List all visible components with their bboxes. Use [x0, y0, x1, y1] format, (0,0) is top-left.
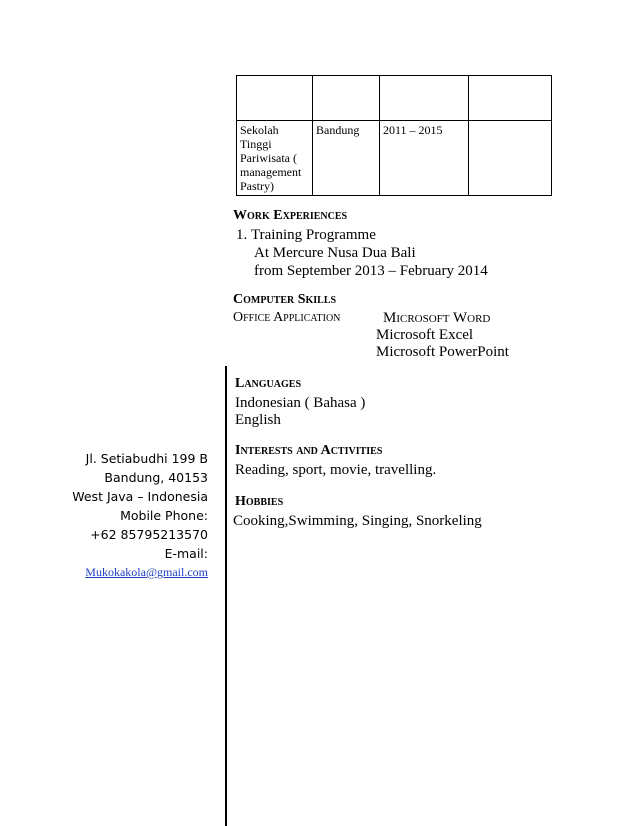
- table-cell: [380, 76, 469, 121]
- table-cell: [469, 121, 552, 196]
- column-divider: [225, 366, 227, 826]
- interests-heading: Interests and Activities: [235, 443, 383, 458]
- table-cell: [237, 76, 313, 121]
- education-table: [236, 75, 552, 196]
- table-row: [237, 76, 552, 121]
- table-cell: [469, 76, 552, 121]
- contact-block: [72, 449, 208, 579]
- address-line-1: Jl. Setiabudhi 199 B: [85, 451, 208, 466]
- phone-label: Mobile Phone:: [120, 508, 208, 523]
- interests-text: Reading, sport, movie, travelling.: [235, 462, 437, 478]
- phone-number: +62 85795213570: [90, 527, 208, 542]
- skill-item: Microsoft PowerPoint: [376, 344, 509, 360]
- skill-item: Microsoft Word: [383, 310, 491, 326]
- hobbies-text: Cooking,Swimming, Singing, Snorkeling: [233, 513, 482, 529]
- hobbies-heading: Hobbies: [235, 494, 284, 509]
- computer-skills-heading: Computer Skills: [233, 292, 337, 307]
- work-item-place: At Mercure Nusa Dua Bali: [254, 245, 416, 261]
- language-item: Indonesian ( Bahasa ): [235, 395, 366, 411]
- languages-heading: Languages: [235, 376, 302, 391]
- work-item-period: from September 2013 – February 2014: [254, 263, 488, 279]
- work-item-number: 1.: [236, 227, 248, 243]
- skill-item: Microsoft Excel: [376, 327, 474, 343]
- email-label: E-mail:: [164, 546, 208, 561]
- year-cell: 2011 – 2015: [380, 121, 469, 196]
- work-item-title-text: Training Programme: [251, 227, 376, 243]
- city-cell: Bandung: [313, 121, 380, 196]
- address-line-3: West Java – Indonesia: [72, 489, 208, 504]
- table-row: [237, 121, 552, 196]
- office-application-label: Office Application: [233, 310, 341, 325]
- email-link[interactable]: Mukokakola@gmail.com: [85, 565, 208, 579]
- address-line-2: Bandung, 40153: [104, 470, 208, 485]
- language-item: English: [235, 412, 281, 428]
- table-cell: [313, 76, 380, 121]
- work-experiences-heading: Work Experiences: [233, 208, 348, 223]
- work-item-title: [236, 226, 376, 244]
- school-name-cell: Sekolah Tinggi Pariwisata ( management Pastry): [237, 121, 313, 196]
